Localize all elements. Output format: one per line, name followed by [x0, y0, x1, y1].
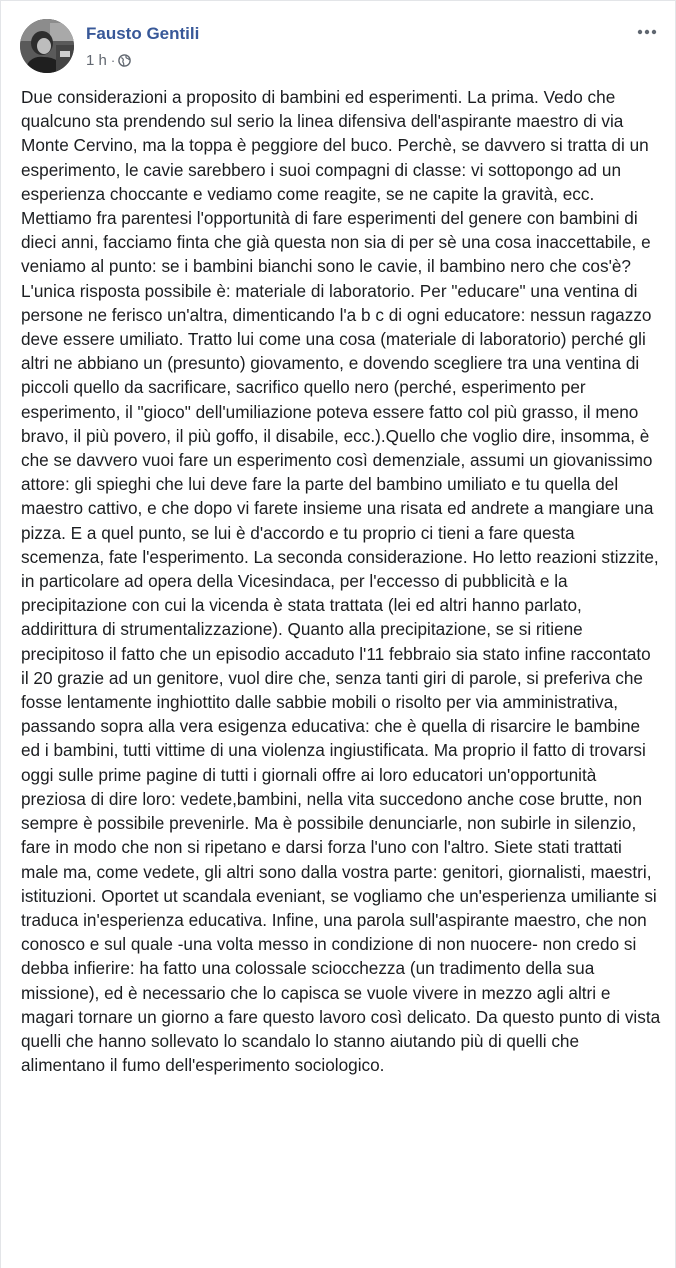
post-meta [86, 51, 131, 69]
avatar-photo [20, 19, 74, 73]
avatar[interactable] [20, 19, 74, 73]
author-name[interactable]: Fausto Gentili [86, 24, 200, 43]
globe-icon[interactable] [118, 54, 131, 67]
post-timestamp[interactable]: 1 h [86, 51, 107, 69]
meta-separator: · [110, 52, 116, 68]
more-options-icon[interactable] [636, 25, 658, 39]
post-body-text: Due considerazioni a proposito di bambini ed esperimenti. La prima. Vedo che qualcuno sta prendendo sul serio la linea difensiva dell'aspirante maestro di via Monte Cervino, ma la toppa è peggiore del buco. Perchè, se davvero si tratta di un esperimento, le cavie sarebbero i suoi compagni di classe: vi sottopongo ad un esperienza choccante e vediamo come reagite, se ne capite la gravità, ecc. Mettiamo fra parentesi l'opportunità di fare esperimenti del genere con bambini di dieci anni, facciamo finta che già questa non sia di per sè una cosa inaccettabile, e veniamo al punto: se i bambini bianchi sono le cavie, il bambino nero che cos'è? L'unica risposta possibile è: materiale di laboratorio. Per "educare" una ventina di persone ne ferisco un'altra, dimenticando l'a b c di ogni educatore: nessun ragazzo deve essere umiliato. Tratto lui come una cosa (materiale di laboratorio) perché gli altri ne abbiano un (presunto) giovamento, e dovendo scegliere tra una ventina di piccoli quello da sacrificare, sacrifico quello nero (perché, esperimento per esperimento, il "gioco" dell'umiliazione poteva essere fatto col più grasso, il meno bravo, il più povero, il più goffo, il disabile, ecc.).Quello che voglio dire, insomma, è che se davvero vuoi fare un esperimento così demenziale, assumi un giovanissimo attore: gli spieghi che lui deve fare la parte del bambino umiliato e tu quella del maestro cattivo, e che dopo vi farete insieme una risata ed andrete a mangiare una pizza. E a quel punto, se lui è d'accordo e tu proprio ci tieni a fare questa scemenza, fate l'esperimento. La seconda considerazione. Ho letto reazioni stizzite, in particolare ad opera della Vicesindaca, per l'eccesso di pubblicità e la precipitazione con cui la vicenda è stata trattata (lei ed altri hanno parlato, addirittura di strumentalizzazione). Quanto alla precipitazione, se si ritiene precipitoso il fatto che un episodio accaduto l'11 febbraio sia stato infine raccontato il 20 grazie ad un genitore, vuol dire che, senza tanti giri di parole, si preferiva che fosse lentamente inghiottito dalle sabbie mobili o risolto per via amministrativa, passando sopra alla vera esigenza educativa: che è quella di risarcire le bambine ed i bambini, tutti vittime di una violenza ingiustificata. Ma proprio il fatto di trovarsi oggi sulle prime pagine di tutti i giornali offre ai loro educatori un'opportunità preziosa di dire loro: vedete,bambini, nella vita succedono anche cose brutte, non sempre è possibile prevenirle. Ma è possibile denunciarle, non subirle in silenzio, fare in modo che non si ripetano e darsi forza l'uno con l'altro. Siete stati trattati male ma, come vedete, gli altri sono dalla vostra parte: genitori, giornalisti, maestri, istituzioni. Oportet ut scandala eveniant, se vogliamo che un'esperienza umiliante si traduca in'esperienza educativa. Infine, una parola sull'aspirante maestro, che non conosco e sul quale -una volta messo in condizione di non nuocere- non credo si debba infierire: ha fatto una colossale sciocchezza (un tradimento della sua missione), ed è necessario che lo capisca se vuole vivere in mezzo agli altri e magari tornare un giorno a fare questo lavoro così delicato. Da questo punto di vista quelli che hanno sollevato lo scandalo lo stanno aiutando più di quelli che alimentano il fumo dell'esperimento sociologico. [21, 87, 661, 1076]
